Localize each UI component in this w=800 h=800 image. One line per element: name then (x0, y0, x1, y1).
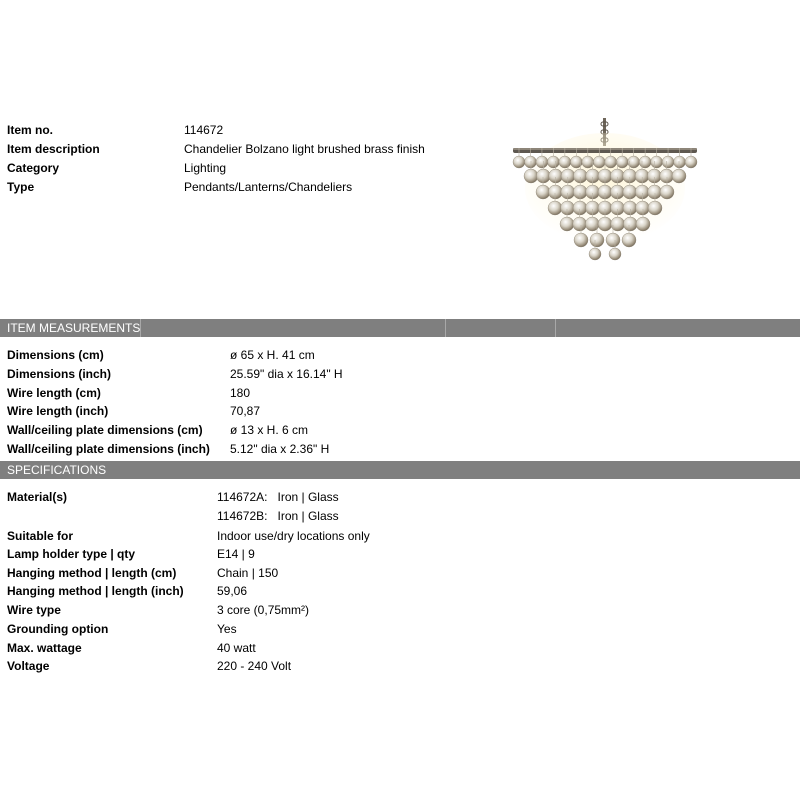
spec-value: 40 watt (217, 641, 256, 655)
spec-value: 59,06 (217, 584, 248, 598)
type-value: Pendants/Lanterns/Chandeliers (184, 180, 353, 194)
measurement-label: Wall/ceiling plate dimensions (inch) (7, 442, 210, 456)
spec-label: Hanging method | length (inch) (7, 584, 184, 598)
measurement-value: ø 13 x H. 6 cm (230, 423, 309, 437)
item-measurements-header (0, 319, 800, 337)
item-description-label: Item description (7, 142, 100, 156)
spec-label: Suitable for (7, 529, 74, 543)
measurement-label: Dimensions (inch) (7, 367, 112, 381)
spec-label: Grounding option (7, 622, 109, 636)
spec-value: Yes (217, 622, 237, 636)
category-label: Category (7, 161, 60, 175)
chandelier-product-image (505, 118, 705, 263)
spec-value: 3 core (0,75mm²) (217, 603, 310, 617)
measurement-value: 180 (230, 386, 251, 400)
measurement-value: 25.59" dia x 16.14" H (230, 367, 343, 381)
specifications-title: SPECIFICATIONS (7, 463, 107, 477)
spec-value: E14 | 9 (217, 547, 255, 561)
category-value: Lighting (184, 161, 227, 175)
spec-label: Hanging method | length (cm) (7, 566, 177, 580)
measurement-value: 70,87 (230, 404, 261, 418)
spec-value: Chain | 150 (217, 566, 279, 580)
specifications-header (0, 461, 800, 479)
materials-label: Material(s) (7, 490, 68, 504)
material-value: 114672A: Iron | Glass (217, 490, 339, 504)
measurement-label: Dimensions (cm) (7, 348, 104, 362)
item-description-value: Chandelier Bolzano light brushed brass finish (184, 142, 425, 156)
measurement-label: Wire length (inch) (7, 404, 109, 418)
spec-label: Max. wattage (7, 641, 82, 655)
spec-label: Voltage (7, 659, 50, 673)
type-label: Type (7, 180, 35, 194)
spec-label: Wire type (7, 603, 61, 617)
measurement-value: ø 65 x H. 41 cm (230, 348, 315, 362)
measurement-label: Wire length (cm) (7, 386, 101, 400)
spec-label: Lamp holder type | qty (7, 547, 136, 561)
item-no-label: Item no. (7, 123, 54, 137)
material-value: 114672B: Iron | Glass (217, 509, 339, 523)
item-no-value: 114672 (184, 123, 224, 137)
item-measurements-title: ITEM MEASUREMENTS (7, 321, 141, 335)
spec-value: Indoor use/dry locations only (217, 529, 370, 543)
measurement-value: 5.12" dia x 2.36" H (230, 442, 330, 456)
measurement-label: Wall/ceiling plate dimensions (cm) (7, 423, 203, 437)
spec-value: 220 - 240 Volt (217, 659, 292, 673)
